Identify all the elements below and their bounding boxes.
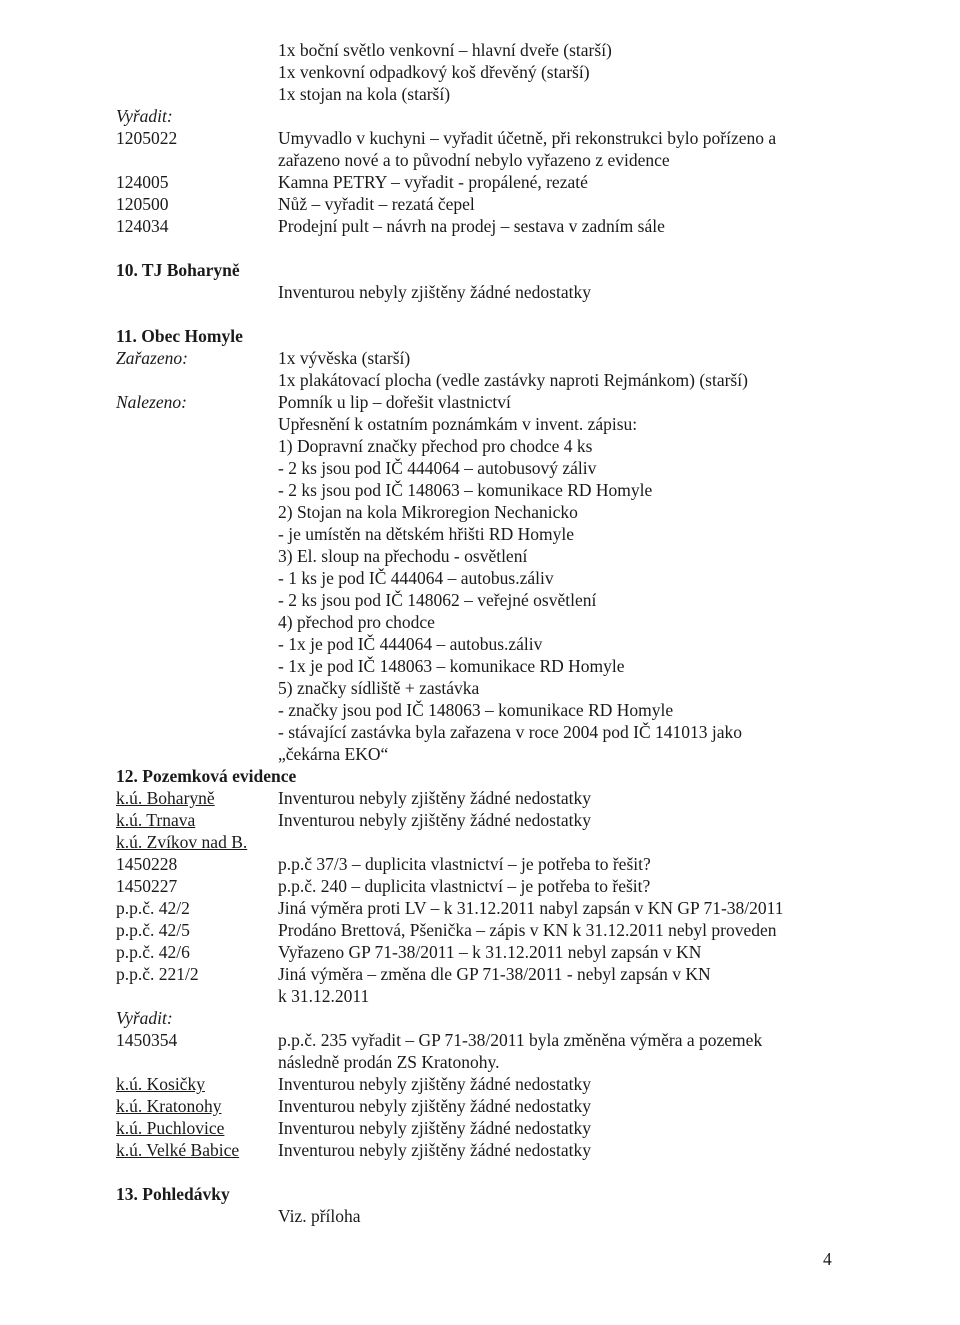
text-line: Vyřazeno GP 71-38/2011 – k 31.12.2011 nebyl zapsán v KN xyxy=(278,942,702,962)
parcel-code: 1450228 xyxy=(116,854,178,874)
text-line: Kamna PETRY – vyřadit - propálené, rezaté xyxy=(278,172,588,192)
zarazeno-label: Zařazeno: xyxy=(116,348,188,368)
text-line: Inventurou nebyly zjištěny žádné nedostatky xyxy=(278,788,591,808)
text-line: Prodáno Brettová, Pšenička – zápis v KN k 31.12.2011 nebyl proveden xyxy=(278,920,777,940)
parcel-code: p.p.č. 42/5 xyxy=(116,920,190,940)
text-line: 1x plakátovací plocha (vedle zastávky naproti Rejmánkom) (starší) xyxy=(278,370,748,390)
parcel-code: 1450227 xyxy=(116,876,178,896)
text-line: p.p.č. 235 vyřadit – GP 71-38/2011 byla změněna výměra a pozemek xyxy=(278,1030,763,1050)
cadastral-area-label: k.ú. Velké Babice xyxy=(116,1140,240,1160)
text-line: Inventurou nebyly zjištěny žádné nedostatky xyxy=(278,1096,591,1116)
text-line: Prodejní pult – návrh na prodej – sestava v zadním sále xyxy=(278,216,665,236)
text-line: - 2 ks jsou pod IČ 148063 – komunikace RD Homyle xyxy=(278,480,653,500)
text-line: Nůž – vyřadit – rezatá čepel xyxy=(278,194,475,214)
text-line: 3) El. sloup na přechodu - osvětlení xyxy=(278,546,528,566)
text-line: 4) přechod pro chodce xyxy=(278,612,435,632)
cadastral-area-label: k.ú. Kosičky xyxy=(116,1074,205,1094)
text-line: Umyvadlo v kuchyni – vyřadit účetně, při rekonstrukci bylo pořízeno a xyxy=(278,128,777,148)
parcel-code: p.p.č. 221/2 xyxy=(116,964,199,984)
text-line: - stávající zastávka byla zařazena v roce 2004 pod IČ 141013 jako xyxy=(278,722,743,742)
text-line: 1) Dopravní značky přechod pro chodce 4 ks xyxy=(278,436,593,456)
parcel-code: p.p.č. 42/2 xyxy=(116,898,190,918)
text-line: p.p.č 37/3 – duplicita vlastnictví – je potřeba to řešit? xyxy=(278,854,651,874)
text-line: 1x vývěska (starší) xyxy=(278,348,411,368)
text-line: Inventurou nebyly zjištěny žádné nedostatky xyxy=(278,1118,591,1138)
text-line: Upřesnění k ostatním poznámkám v invent. zápisu: xyxy=(278,414,638,434)
inventory-code: 124005 xyxy=(116,172,169,192)
text-line: Jiná výměra – změna dle GP 71-38/2011 - nebyl zapsán v KN xyxy=(278,964,711,984)
section-heading: 12. Pozemková evidence xyxy=(116,766,297,786)
text-line: 5) značky sídliště + zastávka xyxy=(278,678,480,698)
text-line: - 1 ks je pod IČ 444064 – autobus.záliv xyxy=(278,568,554,588)
vyradit-label: Vyřadit: xyxy=(116,106,173,126)
parcel-code: 1450354 xyxy=(116,1030,178,1050)
text-line: - 2 ks jsou pod IČ 444064 – autobusový záliv xyxy=(278,458,597,478)
text-line: zařazeno nové a to původní nebylo vyřazeno z evidence xyxy=(278,150,670,170)
text-line: Inventurou nebyly zjištěny žádné nedostatky xyxy=(278,282,591,302)
nalezeno-label: Nalezeno: xyxy=(116,392,187,412)
section-heading: 10. TJ Boharyně xyxy=(116,260,240,280)
cadastral-area-label: k.ú. Boharyně xyxy=(116,788,215,808)
text-line: Inventurou nebyly zjištěny žádné nedostatky xyxy=(278,810,591,830)
inventory-code: 124034 xyxy=(116,216,169,236)
cadastral-area-label: k.ú. Trnava xyxy=(116,810,196,830)
text-line: Inventurou nebyly zjištěny žádné nedostatky xyxy=(278,1140,591,1160)
text-line: p.p.č. 240 – duplicita vlastnictví – je potřeba to řešit? xyxy=(278,876,651,896)
inventory-code: 120500 xyxy=(116,194,169,214)
text-line: - 2 ks jsou pod IČ 148062 – veřejné osvětlení xyxy=(278,590,597,610)
vyradit-label: Vyřadit: xyxy=(116,1008,173,1028)
text-line: - je umístěn na dětském hřišti RD Homyle xyxy=(278,524,574,544)
text-line: následně prodán ZS Kratonohy. xyxy=(278,1052,500,1072)
inventory-code: 1205022 xyxy=(116,128,178,148)
text-line: Viz. příloha xyxy=(278,1206,361,1226)
parcel-code: p.p.č. 42/6 xyxy=(116,942,190,962)
page-number: 4 xyxy=(823,1249,832,1269)
section-heading: 11. Obec Homyle xyxy=(116,326,243,346)
text-line: Inventurou nebyly zjištěny žádné nedostatky xyxy=(278,1074,591,1094)
text-line: 1x boční světlo venkovní – hlavní dveře (starší) xyxy=(278,40,612,60)
cadastral-area-label: k.ú. Puchlovice xyxy=(116,1118,225,1138)
text-line: - značky jsou pod IČ 148063 – komunikace RD Homyle xyxy=(278,700,674,720)
cadastral-area-label: k.ú. Zvíkov nad B. xyxy=(116,832,248,852)
text-line: 1x stojan na kola (starší) xyxy=(278,84,451,104)
text-line: 1x venkovní odpadkový koš dřevěný (starší) xyxy=(278,62,590,82)
text-line: k 31.12.2011 xyxy=(278,986,370,1006)
section-heading: 13. Pohledávky xyxy=(116,1184,230,1204)
text-line: Pomník u lip – dořešit vlastnictví xyxy=(278,392,511,412)
text-line: - 1x je pod IČ 148063 – komunikace RD Homyle xyxy=(278,656,625,676)
text-line: „čekárna EKO“ xyxy=(278,744,389,764)
text-line: Jiná výměra proti LV – k 31.12.2011 nabyl zapsán v KN GP 71-38/2011 xyxy=(278,898,784,918)
text-line: 2) Stojan na kola Mikroregion Nechanicko xyxy=(278,502,578,522)
text-line: - 1x je pod IČ 444064 – autobus.záliv xyxy=(278,634,543,654)
cadastral-area-label: k.ú. Kratonohy xyxy=(116,1096,222,1116)
